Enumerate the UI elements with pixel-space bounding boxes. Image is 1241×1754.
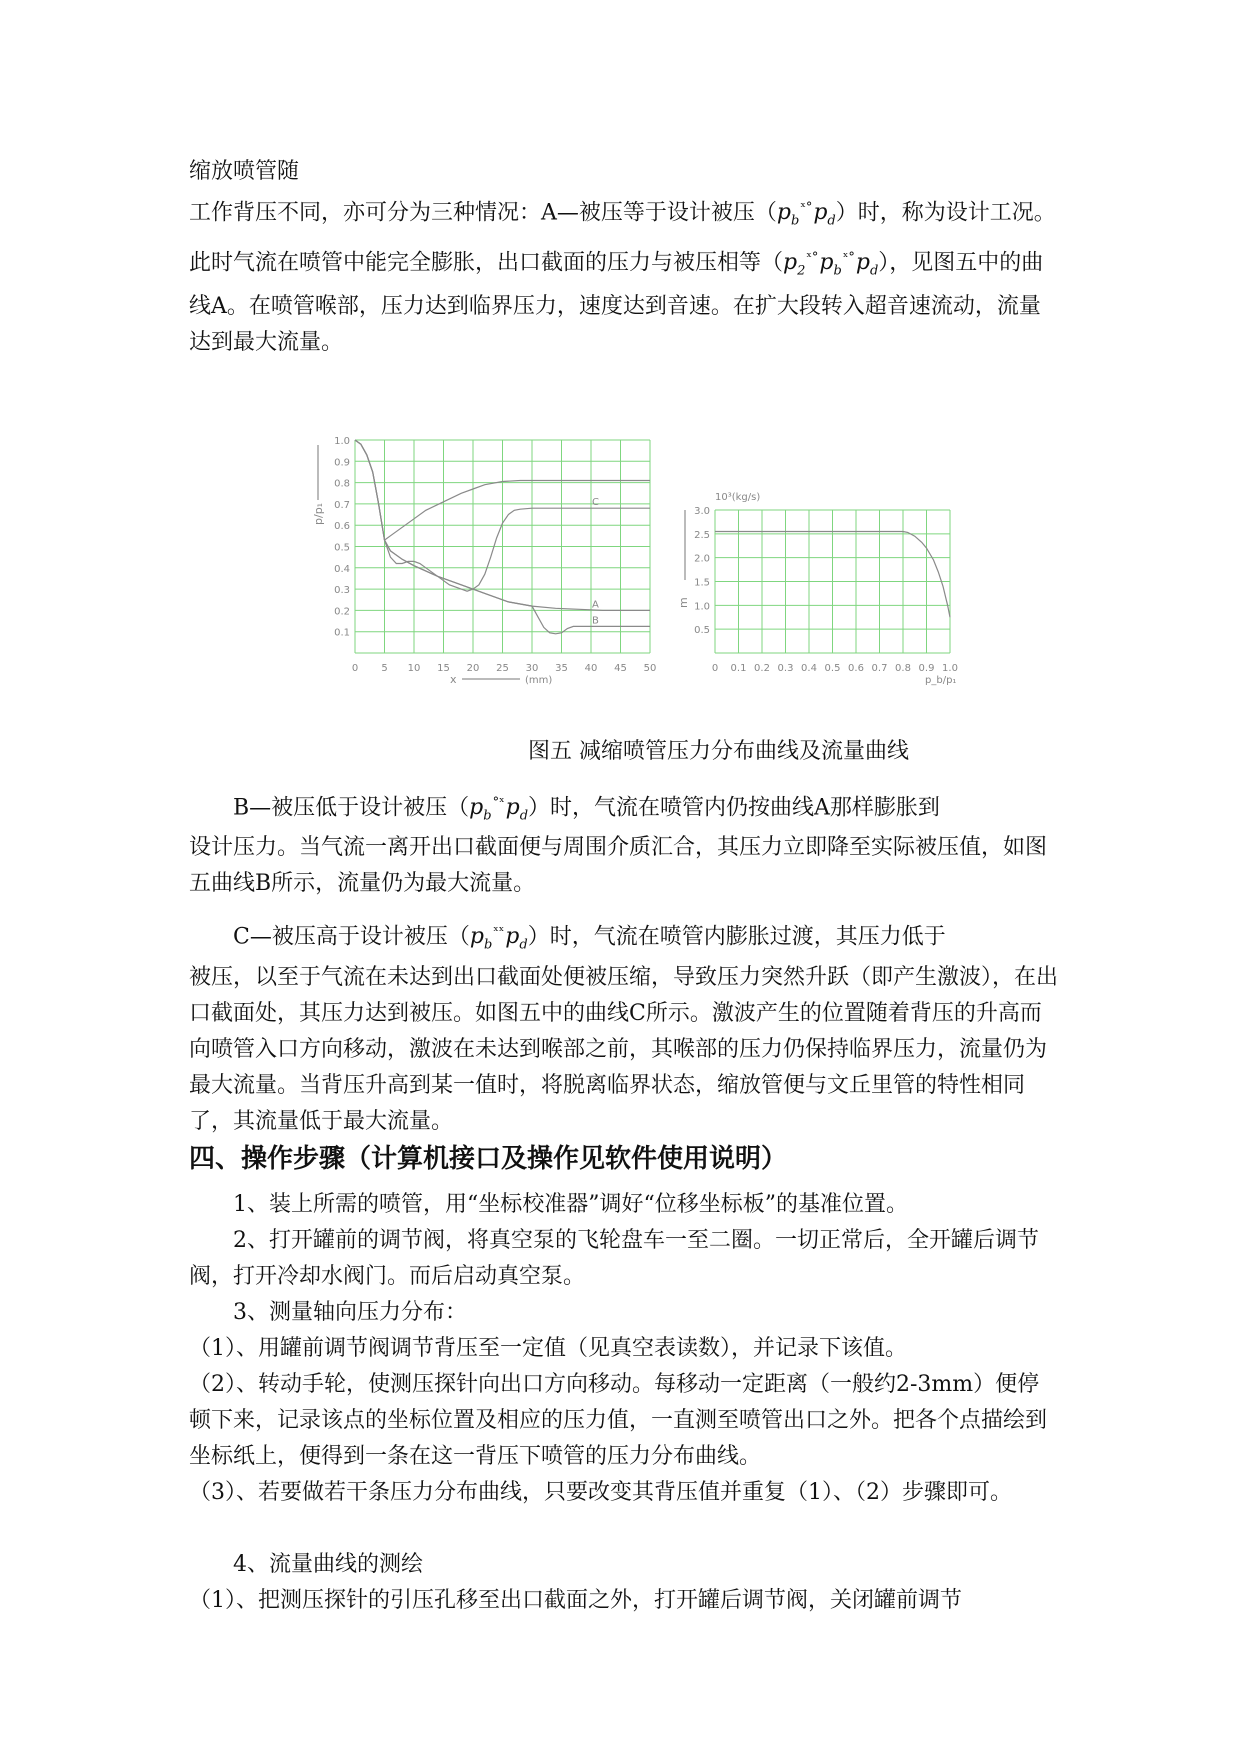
figure-caption: 图五 减缩喷管压力分布曲线及流量曲线 — [528, 739, 909, 764]
step-3: 3、测量轴向压力分布： — [233, 1300, 467, 1325]
figure-5 — [300, 405, 1060, 705]
x-axis-unit: (mm) — [525, 675, 553, 686]
x-tick-label: 35 — [555, 663, 568, 674]
step-3-1: （1）、用罐前调节阀调节背压至一定值（见真空表读数），并记录下该值。 — [189, 1336, 907, 1361]
x-tick-label: 0.3 — [777, 663, 794, 674]
paragraph-intro: 缩放喷管随 — [189, 159, 300, 184]
series-label: B — [592, 615, 599, 627]
flow-rate-chart — [677, 492, 958, 686]
paragraph-case-b: B—被压低于设计被压$(p_b^{^\circ ˣ}p_d)$时，气流在喷管内仍按曲线A那样膨胀到 — [233, 795, 940, 824]
series-label: C — [592, 497, 599, 509]
x-tick-label: 30 — [525, 663, 539, 674]
y-tick-label: 0.8 — [334, 478, 350, 490]
y-axis-label: p/p₁ — [312, 502, 325, 525]
y-tick-label: 0.6 — [334, 521, 350, 533]
x-tick-label: 0.2 — [754, 663, 770, 674]
x-tick-label: 10 — [407, 663, 421, 674]
x-tick-label: 0 — [711, 663, 719, 674]
series-label: A — [592, 599, 599, 611]
symbol-pd: $p_d$ — [813, 200, 836, 229]
x-tick-label: 45 — [614, 663, 627, 674]
y-tick-label: 0.4 — [334, 563, 350, 575]
x-tick-label: 5 — [381, 663, 388, 674]
y-tick-label: 0.1 — [334, 627, 350, 639]
y-tick-label: 0.2 — [334, 606, 350, 618]
y-axis-unit: 10³(kg/s) — [715, 492, 761, 503]
x-tick-label: 0.4 — [801, 663, 817, 674]
paragraph-case-c-cont: 被压，以至于气流在未达到出口截面处便被压缩，导致压力突然升跃（即产生激波），在出口截面处，其压力达到被压。如图五中的曲线C所示。激波产生的位置随着背压的升高而向喷管入口方向移动，激波在未达到喉部之前，其喉部的压力仍保持临界压力，流量仍为最大流量。当背压升高到某一值时，将脱离临界状态，缩放管便与文丘里管的特性相同了，其流量低于最大流量。 — [189, 965, 1059, 1134]
symbol-p2: $p_2$ — [783, 250, 806, 279]
x-tick-label: 0 — [351, 663, 359, 674]
x-tick-label: 15 — [437, 663, 450, 674]
y-tick-label: 0.5 — [694, 625, 710, 637]
step-3-3: （3）、若要做若干条压力分布曲线，只要改变其背压值并重复（1）、（2）步骤即可。 — [189, 1480, 1012, 1505]
symbol-pb: $p_b$ — [776, 200, 800, 229]
x-tick-label: 0.7 — [871, 663, 888, 674]
x-tick-label: 20 — [466, 663, 480, 674]
y-axis-label: m — [677, 597, 690, 608]
pressure-distribution-chart — [312, 436, 656, 686]
y-tick-label: 2.0 — [694, 553, 710, 565]
x-tick-label: 25 — [496, 663, 509, 674]
x-axis-label: x — [450, 673, 457, 686]
y-tick-label: 0.9 — [334, 457, 350, 469]
step-4: 4、流量曲线的测绘 — [233, 1552, 423, 1577]
step-1: 1、装上所需的喷管，用“坐标校准器”调好“位移坐标板”的基准位置。 — [233, 1192, 908, 1217]
x-tick-label: 0.5 — [824, 663, 841, 674]
step-3-2: （2）、转动手轮，使测压探针向出口方向移动。每移动一定距离（一般约2-3mm）便停顿下来，记录该点的坐标位置及相应的压力值，一直测至喷管出口之外。把各个点描绘到坐标纸上，便得到一条在这一背压下喷管的压力分布曲线。 — [189, 1372, 1048, 1469]
x-tick-label: 0.6 — [848, 663, 864, 674]
y-tick-label: 0.7 — [334, 499, 350, 511]
y-tick-label: 3.0 — [694, 506, 710, 517]
paragraph-case-b-cont: 设计压力。当气流一离开出口截面便与周围介质汇合，其压力立即降至实际被压值，如图五曲线B所示，流量仍为最大流量。 — [189, 835, 1048, 896]
x-tick-label: 0.9 — [918, 663, 935, 674]
x-tick-label: 0.8 — [895, 663, 911, 674]
y-tick-label: 1.0 — [334, 436, 350, 447]
paragraph-case-a: 工作背压不同，亦可分为三种情况：A—被压等于设计被压$(p_b^{ˣ^\circ}p_d)$时，称为设计工况。此时气流在喷管中能完全膨胀，出口截面的压力与被压相等$(p_2^{ˣ^\circ}p_b^{ˣ^\circ}p_d)$，见图五中的曲线A。在喷管喉部，压力达到临界压力，速度达到音速。在扩大段转入超音速流动，流量达到最大流量。 — [189, 200, 1056, 356]
y-tick-label: 0.5 — [334, 542, 350, 554]
paragraph-case-c: C—被压高于设计被压$(p_b^{ˣˣ}p_d)$时，气流在喷管内膨胀过渡，其压力低于 — [233, 924, 946, 953]
x-tick-label: 50 — [643, 663, 657, 674]
y-tick-label: 0.3 — [334, 585, 350, 597]
y-tick-label: 2.5 — [694, 529, 710, 541]
y-tick-label: 1.0 — [694, 601, 710, 613]
x-axis-label: p_b/p₁ — [925, 675, 957, 686]
step-4-1: （1）、把测压探针的引压孔移至出口截面之外，打开罐后调节阀，关闭罐前调节 — [189, 1588, 962, 1613]
step-2: 2、打开罐前的调节阀，将真空泵的飞轮盘车一至二圈。一切正常后，全开罐后调节阀，打开冷却水阀门。而后启动真空泵。 — [189, 1228, 1039, 1289]
y-tick-label: 1.5 — [694, 577, 710, 589]
section-heading: 四、操作步骤（计算机接口及操作见软件使用说明） — [189, 1144, 788, 1174]
x-tick-label: 40 — [584, 663, 598, 674]
x-tick-label: 1.0 — [942, 663, 958, 674]
x-tick-label: 0.1 — [730, 663, 747, 674]
relation-symbol: ˣ° — [800, 200, 813, 215]
